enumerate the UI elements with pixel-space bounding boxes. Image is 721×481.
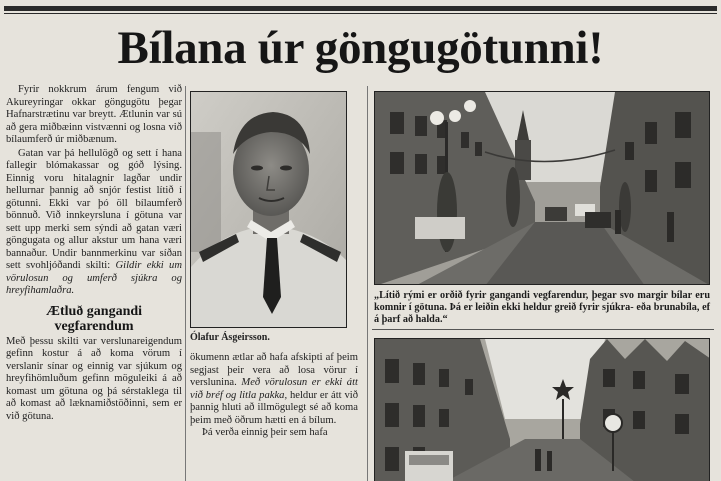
portrait-illustration [191, 92, 347, 328]
column2-paragraph-1 [190, 352, 358, 427]
portrait-photo [190, 91, 347, 328]
column-divider-1 [185, 86, 186, 481]
top-rule [4, 6, 717, 11]
headline: Bílana úr göngugötunni! [117, 22, 604, 74]
intro-paragraph-1: Fyrir nokkrum árum fengum við Akureyringar okkar göngugötu þegar Hafnarstrætinu var breytt. Ætlunin var sú að gera miðbæinn vistvænni og losna við bílaumferð úr miðbænum. [6, 84, 182, 145]
column-divider-2 [367, 86, 368, 481]
article-column-2 [190, 352, 358, 440]
street-illustration-2 [375, 339, 710, 481]
intro-paragraph-2 [6, 148, 182, 298]
column2-paragraph-2: Þá verða einnig þeir sem hafa [202, 427, 328, 438]
street-photo-caption: „Lítið rými er orðið fyrir gangandi vegfarendur, þegar svo margir bílar eru komnir í götuna. Þá er leiðin ekki heldur greið fyrir sjúkra- eða brunabíla, ef á þarf að halda.“ [374, 290, 710, 325]
street-photo-2 [374, 338, 710, 481]
portrait-caption: Ólafur Ásgeirsson. [190, 332, 270, 343]
section-rule [372, 329, 714, 330]
subheading: Ætluð gangandi vegfarendum [45, 303, 143, 334]
column2-text: ökumenn ætlar að hafa afskipti af þeim segjast þeir vera að losa vörur í verslunina. [190, 352, 358, 388]
intro-paragraph-2-text: Gatan var þá hellulögð og sett í hana fallegir blómakassar og góð lýsing. Einnig voru hitalagnir lagðar undir hellurnar þannig að snjór festist lítið í götunni. Ekki var þó öll bílaumferð bönnuð. Við innkeyrsluna í götuna var sett upp merki sem sýndi að gatan væri göngugata og allur akstur um hana væri bannaður. Undir bannmerkinu var síðan sett svohljóðandi skilti: [6, 147, 182, 271]
column2-italic: Með vörulosun er ekki átt við bréf og litla pakka, [190, 377, 358, 401]
top-rule-thin [4, 13, 717, 14]
sign-text-italic: Gildir ekki um vörulosun og umferð sjúkra og hreyfihamlaðra. [6, 260, 182, 296]
section2-paragraph-1: Með þessu skilti var verslunareigendum gefinn kostur á að koma vörum í verslanir sínar og einnig var sjúkum og hreyfihömluðum gefinn möguleiki á að komast um götuna og þá sérstaklega til að komast að læknamiðstöðinni, sem er við götuna. [6, 335, 182, 422]
column2-text-rest: heldur er átt við þannig hluti að illmögulegt sé að koma þeim með öðrum hætti en á bílum. [190, 389, 358, 426]
article-column-1 [6, 84, 182, 423]
street-photo-1 [374, 91, 710, 285]
street-illustration-1 [375, 92, 710, 285]
